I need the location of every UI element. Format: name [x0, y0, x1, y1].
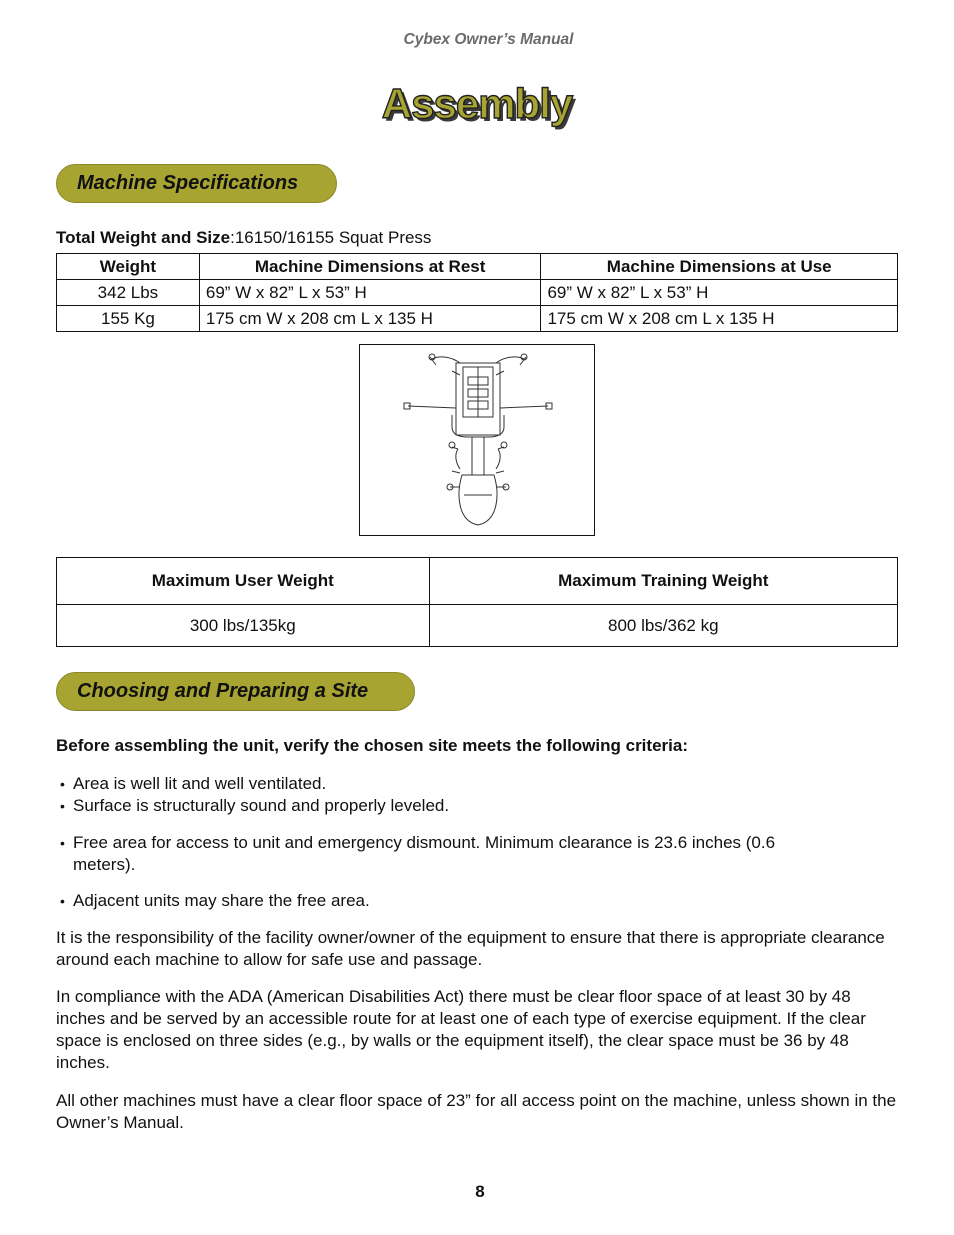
page-number: 8 [475, 1182, 485, 1201]
header-dimensions-rest: Machine Dimensions at Rest [199, 254, 541, 280]
max-user-weight-value: 300 lbs/135kg [57, 605, 430, 647]
dimensions-use-cell: 69” W x 82” L x 53” H [541, 280, 898, 306]
criteria-intro: Before assembling the unit, verify the chosen site meets the following criteria: [56, 736, 688, 755]
list-item: • Surface is structurally sound and properly leveled. [60, 795, 449, 817]
dimensions-rest-cell: 175 cm W x 208 cm L x 135 H [199, 306, 541, 332]
total-weight-caption [56, 228, 431, 248]
dimensions-rest-cell: 69” W x 82” L x 53” H [199, 280, 541, 306]
table-row [57, 605, 898, 647]
weight-cell: 342 Lbs [57, 280, 200, 306]
section-heading-machine-specifications: Machine Specifications [56, 164, 337, 203]
table-row [57, 280, 898, 306]
max-weight-table [56, 557, 898, 647]
caption-rest: :16150/16155 Squat Press [230, 228, 432, 247]
responsibility-paragraph: It is the responsibility of the facility owner/owner of the equipment to ensure that there is appropriate clearance around each machine to allow for safe use and passage. [56, 928, 885, 969]
criteria-list-3 [60, 890, 370, 912]
squat-press-line-drawing [360, 345, 596, 537]
section-heading-choosing-site: Choosing and Preparing a Site [56, 672, 415, 711]
size-table-header-row [57, 254, 898, 280]
clear-floor-space-paragraph: All other machines must have a clear floor space of 23” for all access point on the machine, unless shown in the Owner’s Manual. [56, 1091, 897, 1132]
header-dimensions-use: Machine Dimensions at Use [541, 254, 898, 280]
list-item: • Adjacent units may share the free area. [60, 890, 370, 912]
header-max-training-weight: Maximum Training Weight [429, 558, 897, 605]
ada-compliance-paragraph: In compliance with the ADA (American Disabilities Act) there must be clear floor space of at least 30 by 48 inches and be served by an accessible route for at least one of each type of exercise equipment. If the clear space is enclosed on three sides (e.g., by walls or the equipment itself), the clear space must be 36 by 48 inches. [56, 987, 866, 1072]
weight-cell: 155 Kg [57, 306, 200, 332]
page-title: Assembly [381, 80, 573, 127]
table-row [57, 306, 898, 332]
criteria-list-2 [60, 832, 840, 876]
list-item: • Free area for access to unit and emergency dismount. Minimum clearance is 23.6 inches (0.6 meters). [60, 832, 840, 876]
criteria-list-1 [60, 773, 449, 817]
machine-top-view-figure [359, 344, 595, 536]
header-weight: Weight [57, 254, 200, 280]
running-head: Cybex Owner’s Manual [403, 31, 574, 48]
list-item: • Area is well lit and well ventilated. [60, 773, 449, 795]
header-max-user-weight: Maximum User Weight [57, 558, 430, 605]
dimensions-use-cell: 175 cm W x 208 cm L x 135 H [541, 306, 898, 332]
caption-bold: Total Weight and Size [56, 228, 231, 247]
max-training-weight-value: 800 lbs/362 kg [429, 605, 897, 647]
max-weight-header-row [57, 558, 898, 605]
size-table [56, 253, 898, 332]
